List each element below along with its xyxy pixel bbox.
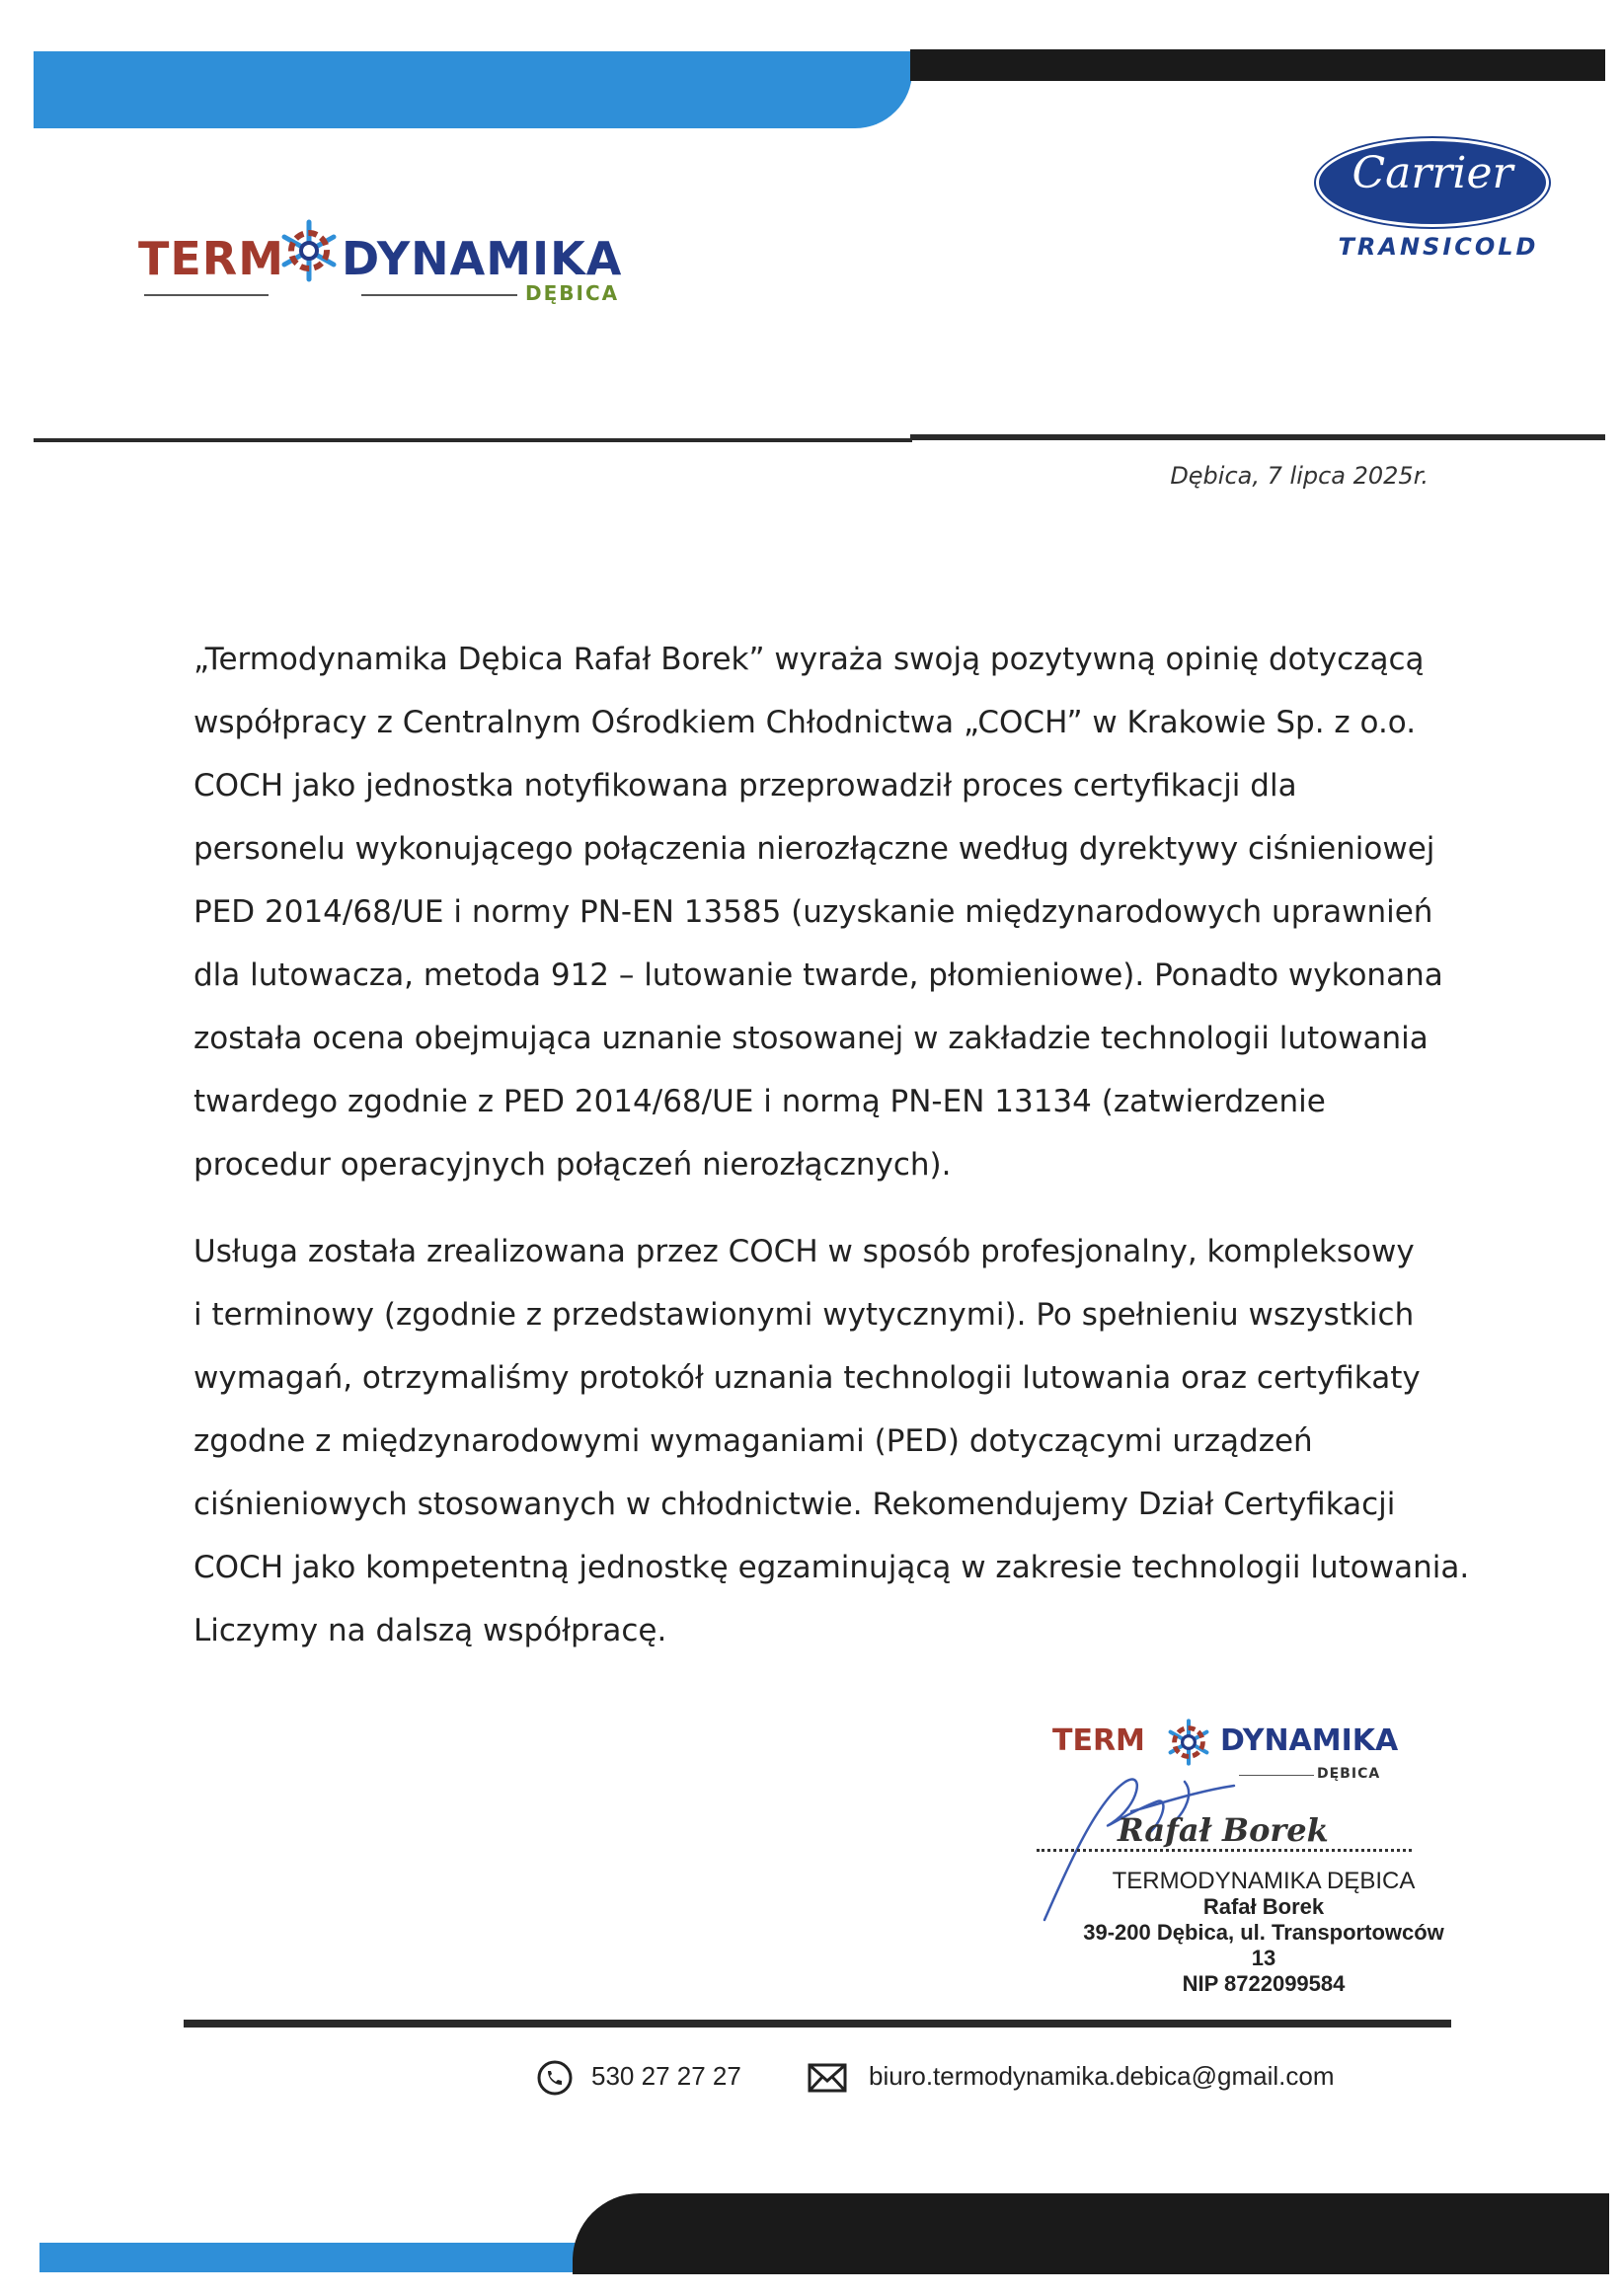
stamp-signature-name: Rafał Borek [1118, 1811, 1329, 1849]
text-line: współpracy z Centralnym Ośrodkiem Chłodnictwa „COCH” w Krakowie Sp. z o.o. [193, 705, 1417, 740]
logo-text-debica: DĘBICA [525, 281, 620, 305]
top-banner-black [910, 49, 1605, 81]
email-address: biuro.termodynamika.debica@gmail.com [869, 2061, 1335, 2091]
text-line: Usługa została zrealizowana przez COCH w sposób profesjonalny, kompleksowy [193, 1234, 1415, 1269]
footer-divider [184, 2020, 1451, 2028]
phone-number: 530 27 27 27 [591, 2061, 741, 2091]
stamp-logo-dynamika: DYNAMIKA [1220, 1723, 1399, 1758]
termodynamika-logo [138, 212, 623, 311]
text-line: ciśnieniowych stosowanych w chłodnictwie. Rekomendujemy Dział Certyfikacji [193, 1487, 1396, 1522]
stamp-logo-debica: DĘBICA [1317, 1766, 1381, 1782]
company-stamp [1037, 1713, 1451, 1996]
stamp-company: TERMODYNAMIKA DĘBICA [1112, 1868, 1416, 1894]
text-line: personelu wykonującego połączenia nierozłączne według dyrektywy ciśnieniowej [193, 831, 1435, 867]
text-line: COCH jako jednostka notyfikowana przeprowadził proces certyfikacji dla [193, 768, 1297, 804]
stamp-nip: NIP 8722099584 [1182, 1971, 1346, 1996]
header-divider-right [910, 434, 1605, 440]
stamp-logo-term: TERM [1052, 1723, 1145, 1758]
text-line: wymagań, otrzymaliśmy protokół uznania technologii lutowania oraz certyfikaty [193, 1360, 1421, 1396]
stamp-details [1076, 1869, 1451, 1997]
text-line: i terminowy (zgodnie z przedstawionymi wytycznymi). Po spełnieniu wszystkich [193, 1297, 1415, 1333]
text-line: Liczymy na dalszą współpracę. [193, 1613, 667, 1648]
logo-text-term: TERM [138, 232, 284, 285]
stamp-address: 39-200 Dębica, ul. Transportowców 13 [1083, 1920, 1444, 1970]
text-line: dla lutowacza, metoda 912 – lutowanie twarde, płomieniowe). Ponadto wykonana [193, 957, 1443, 993]
text-line: PED 2014/68/UE i normy PN-EN 13585 (uzyskanie międzynarodowych uprawnień [193, 894, 1433, 930]
carrier-name: Carrier [1352, 148, 1513, 198]
bottom-banner-black [573, 2193, 1609, 2274]
logo-text-dynamika: DYNAMIKA [342, 232, 623, 285]
text-line: została ocena obejmująca uznanie stosowanej w zakładzie technologii lutowania [193, 1021, 1429, 1056]
carrier-transicold-logo [1316, 138, 1545, 267]
gear-snowflake-icon [274, 216, 344, 285]
top-banner-blue [34, 51, 912, 128]
signature-dotted-line [1037, 1849, 1412, 1852]
logo-rule-left [144, 294, 269, 296]
text-line: procedur operacyjnych połączeń nierozłącznych). [193, 1147, 952, 1183]
stamp-person: Rafał Borek [1202, 1894, 1325, 1919]
text-line: twardego zgodnie z PED 2014/68/UE i normą PN-EN 13134 (zatwierdzenie [193, 1084, 1326, 1119]
carrier-subtitle: TRANSICOLD [1338, 233, 1539, 261]
text-line: COCH jako kompetentną jednostkę egzaminującą w zakresie technologii lutowania. [193, 1550, 1470, 1585]
text-line: zgodne z międzynarodowymi wymaganiami (PED) dotyczącymi urządzeń [193, 1423, 1313, 1459]
letter-paragraph-2 [193, 1220, 1470, 1662]
text-line: „Termodynamika Dębica Rafał Borek” wyraża swoją pozytywną opinię dotyczącą [193, 642, 1425, 677]
phone-icon [536, 2059, 574, 2097]
bottom-banner-blue [39, 2243, 592, 2272]
letter-date: Dębica, 7 lipca 2025r. [1170, 462, 1429, 490]
header-divider-left [34, 438, 912, 442]
envelope-icon [808, 2063, 847, 2093]
logo-rule-right [361, 294, 517, 296]
letter-paragraph-1 [193, 628, 1467, 1196]
